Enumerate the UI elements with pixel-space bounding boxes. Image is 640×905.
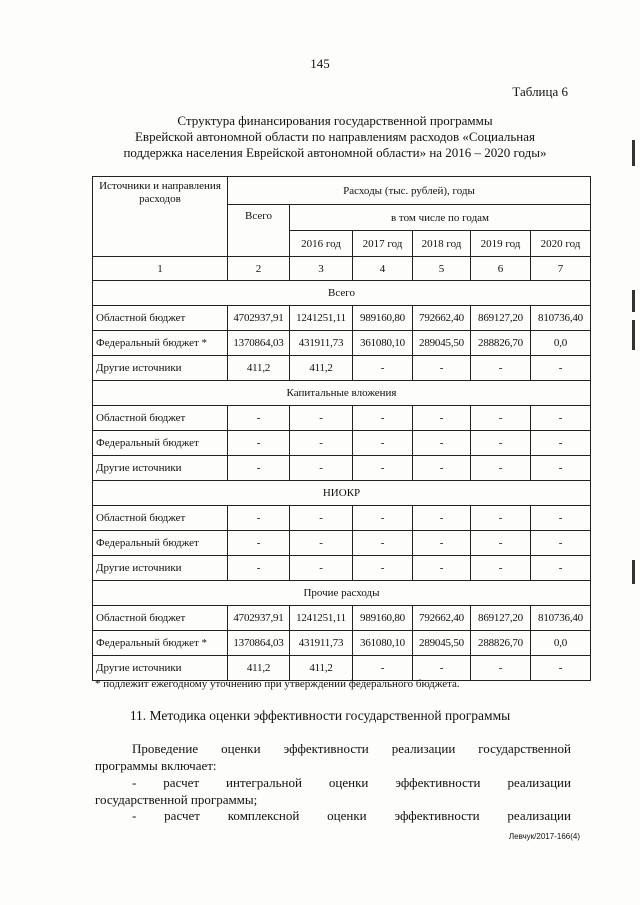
table-title (60, 113, 610, 161)
paragraph-word: оценки (328, 775, 369, 790)
column-number: 1 (93, 257, 228, 281)
table-row (93, 506, 591, 531)
scan-mark (632, 290, 635, 312)
row-value: 4702937,91 (228, 306, 290, 331)
row-value: - (353, 356, 413, 381)
paragraph-word: расчет (163, 775, 200, 790)
section-row (93, 281, 591, 306)
paragraph-word: реализации (507, 775, 571, 790)
row-value: - (290, 456, 353, 481)
row-value: - (228, 456, 290, 481)
row-value: - (531, 531, 591, 556)
row-source-name: Федеральный бюджет * (93, 631, 228, 656)
section-title: Прочие расходы (93, 581, 591, 606)
column-number: 5 (413, 257, 471, 281)
row-value: - (413, 456, 471, 481)
row-value: 411,2 (290, 356, 353, 381)
row-value: - (413, 556, 471, 581)
page-number: 145 (310, 56, 330, 71)
row-value: - (290, 406, 353, 431)
row-source-name: Федеральный бюджет (93, 531, 228, 556)
scan-mark (632, 320, 635, 350)
section-row (93, 481, 591, 506)
scan-mark (632, 560, 635, 584)
header-year: 2019 год (471, 231, 531, 257)
paragraph-word: реализации (391, 741, 456, 756)
row-value: - (353, 531, 413, 556)
title-line: Еврейской автономной области по направлениям расходов «Социальная (134, 129, 536, 144)
row-source-name: Федеральный бюджет (93, 431, 228, 456)
row-value: - (471, 556, 531, 581)
row-value: 0,0 (531, 631, 591, 656)
row-source-name: Другие источники (93, 356, 228, 381)
row-value: 792662,40 (413, 606, 471, 631)
row-value: 869127,20 (471, 306, 531, 331)
row-value: 289045,50 (413, 631, 471, 656)
row-value: 1241251,11 (290, 306, 353, 331)
row-source-name: Другие источники (93, 556, 228, 581)
row-source-name: Областной бюджет (93, 406, 228, 431)
row-value: 1370864,03 (228, 331, 290, 356)
row-value: 288826,70 (471, 331, 531, 356)
row-value: - (353, 556, 413, 581)
row-source-name: Другие источники (93, 456, 228, 481)
row-source-name: Областной бюджет (93, 606, 228, 631)
row-value: - (531, 506, 591, 531)
row-value: - (413, 431, 471, 456)
row-value: 1241251,11 (290, 606, 353, 631)
row-source-name: Областной бюджет (93, 506, 228, 531)
paragraph-intro (132, 740, 571, 757)
paragraph-line: программы включает: (95, 758, 217, 773)
row-source-name: Областной бюджет (93, 306, 228, 331)
row-value: 4702937,91 (228, 606, 290, 631)
table-row (93, 631, 591, 656)
paragraph-word: государственной (478, 741, 571, 756)
header-year: 2016 год (290, 231, 353, 257)
paragraph-word: комплексной (227, 808, 300, 823)
row-value: 869127,20 (471, 606, 531, 631)
row-value: - (531, 656, 591, 681)
row-value: 792662,40 (413, 306, 471, 331)
row-value: - (413, 531, 471, 556)
paragraph-word: эффективности (395, 775, 481, 790)
row-value: 411,2 (228, 656, 290, 681)
table-row (93, 331, 591, 356)
row-value: - (471, 506, 531, 531)
row-value: 431911,73 (290, 331, 353, 356)
table-row (93, 406, 591, 431)
column-number: 7 (531, 257, 591, 281)
paragraph-word: эффективности (394, 808, 480, 823)
row-value: - (290, 556, 353, 581)
row-value: - (531, 356, 591, 381)
paragraph-line (132, 740, 571, 757)
row-value: - (471, 406, 531, 431)
row-value: - (531, 406, 591, 431)
row-value: 989160,80 (353, 306, 413, 331)
header-year: 2020 год (531, 231, 591, 257)
row-value: - (353, 406, 413, 431)
row-value: - (290, 431, 353, 456)
document-code: Левчук/2017-166(4) (508, 832, 580, 841)
row-value: - (353, 656, 413, 681)
section-row (93, 381, 591, 406)
row-value: 289045,50 (413, 331, 471, 356)
row-value: 810736,40 (531, 606, 591, 631)
row-value: 361080,10 (353, 331, 413, 356)
title-line: поддержка населения Еврейской автономной области» на 2016 – 2020 годы» (123, 145, 547, 160)
row-value: - (471, 656, 531, 681)
paragraph-word: - (132, 775, 137, 790)
row-value: 288826,70 (471, 631, 531, 656)
row-value: 1370864,03 (228, 631, 290, 656)
row-value: 411,2 (290, 656, 353, 681)
column-number: 6 (471, 257, 531, 281)
row-source-name: Федеральный бюджет * (93, 331, 228, 356)
row-value: 361080,10 (353, 631, 413, 656)
row-value: - (290, 531, 353, 556)
row-value: - (471, 431, 531, 456)
row-value: - (413, 506, 471, 531)
row-value: - (353, 431, 413, 456)
paragraph-line: государственной программы; (95, 792, 258, 807)
title-line: Структура финансирования государственной программы (177, 113, 493, 128)
row-value: 0,0 (531, 331, 591, 356)
paragraph-word: эффективности (283, 741, 369, 756)
row-value: 989160,80 (353, 606, 413, 631)
row-value: 411,2 (228, 356, 290, 381)
row-value: - (413, 406, 471, 431)
row-value: 431911,73 (290, 631, 353, 656)
header-year: 2018 год (413, 231, 471, 257)
table-row (93, 356, 591, 381)
financing-table (92, 176, 591, 681)
row-value: - (353, 506, 413, 531)
row-value: - (228, 556, 290, 581)
header-year: 2017 год (353, 231, 413, 257)
paragraph-word: расчет (164, 808, 200, 823)
row-value: - (471, 531, 531, 556)
header-total: Всего (228, 205, 290, 257)
row-value: - (531, 556, 591, 581)
paragraph-word: интегральной (226, 775, 302, 790)
section-title: Капитальные вложения (93, 381, 591, 406)
row-value: - (228, 431, 290, 456)
row-value: - (353, 456, 413, 481)
table-row (93, 606, 591, 631)
column-number: 3 (290, 257, 353, 281)
paragraph-word: - (132, 808, 137, 823)
table-row (93, 431, 591, 456)
row-value: - (290, 506, 353, 531)
row-value: - (471, 456, 531, 481)
table-row (93, 531, 591, 556)
scan-mark (632, 140, 635, 166)
section-heading: 11. Методика оценки эффективности государственной программы (129, 708, 511, 723)
paragraph-word: Проведение (132, 741, 199, 756)
row-value: - (531, 456, 591, 481)
row-source-name: Другие источники (93, 656, 228, 681)
row-value: - (413, 656, 471, 681)
row-value: - (228, 406, 290, 431)
section-row (93, 581, 591, 606)
header-by-years: в том числе по годам (290, 205, 591, 231)
paragraph-word: реализации (507, 808, 571, 823)
table-row (93, 556, 591, 581)
row-value: - (228, 506, 290, 531)
paragraph-line (132, 774, 571, 791)
bullet-item (132, 774, 571, 791)
table-row (93, 306, 591, 331)
paragraph-line (132, 807, 571, 824)
column-number: 2 (228, 257, 290, 281)
row-value: - (471, 356, 531, 381)
section-title: Всего (93, 281, 591, 306)
column-number: 4 (353, 257, 413, 281)
bullet-item (132, 807, 571, 824)
row-value: - (531, 431, 591, 456)
header-expenses: Расходы (тыс. рублей), годы (228, 177, 591, 205)
header-sources: Источники и направления расходов (93, 177, 228, 257)
paragraph-word: оценки (327, 808, 367, 823)
row-value: - (228, 531, 290, 556)
paragraph-word: оценки (221, 741, 261, 756)
row-value: - (413, 356, 471, 381)
footnote: * подлежит ежегодному уточнению при утверждении федерального бюджета. (95, 678, 460, 690)
table-label: Таблица 6 (512, 84, 568, 99)
row-value: 810736,40 (531, 306, 591, 331)
section-title: НИОКР (93, 481, 591, 506)
table-row (93, 456, 591, 481)
table-row (93, 656, 591, 681)
